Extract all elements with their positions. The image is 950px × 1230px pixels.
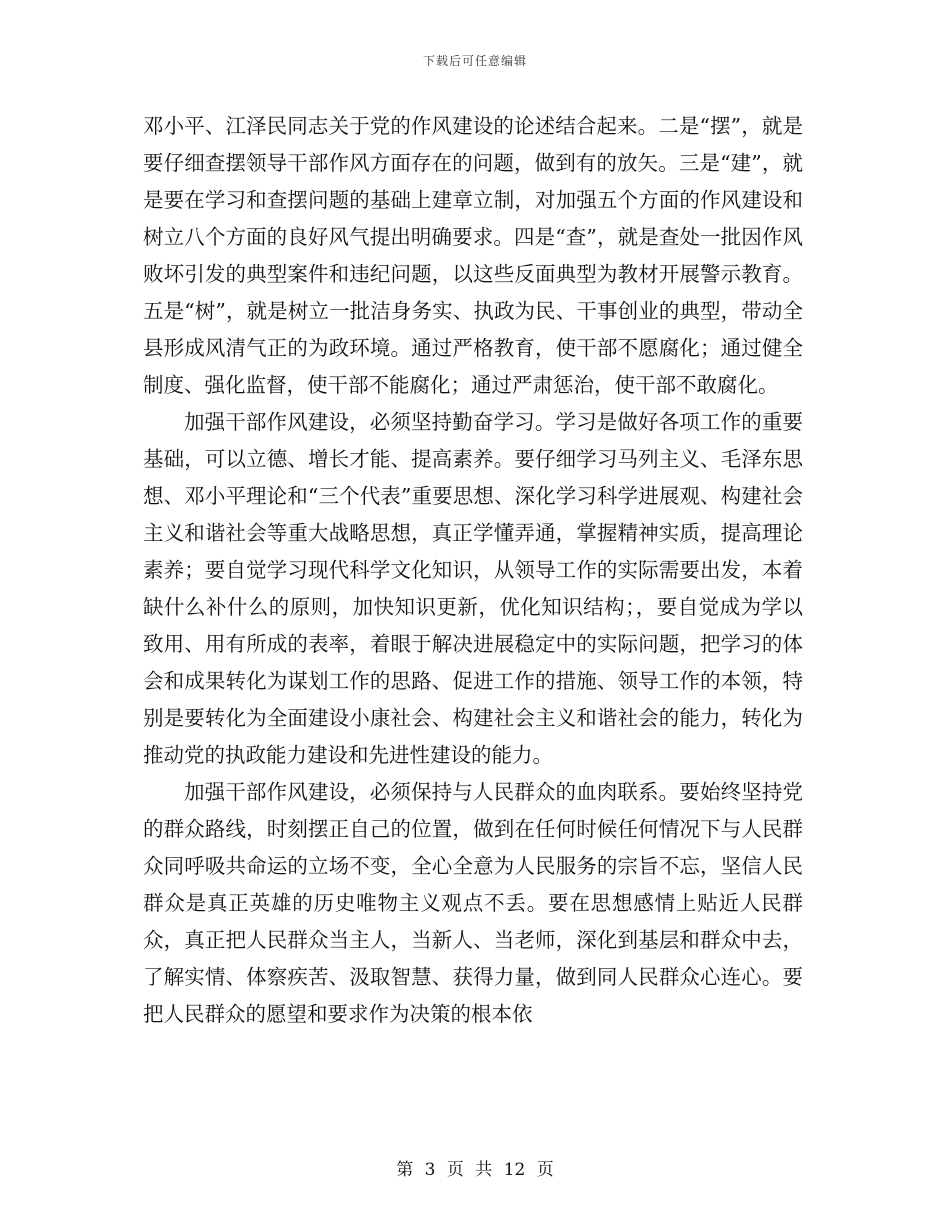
paragraph-study: 加强干部作风建设，必须坚持勤奋学习。学习是做好各项工作的重要基础，可以立德、增长才能、提高素养。要仔细学习马列主义、毛泽东思想、邓小平理论和“三个代表”重要思想、深化学习科学进展观、构建社会主义和谐社会等重大战略思想，真正学懂弄通，掌握精神实质，提高理论素养；要自觉学习现代科学文化知识，从领导工作的实际需要出发，本着缺什么补什么的原则，加快知识更新，优化知识结构；，要自觉成为学以致用、用有所成的表率，着眼于解决进展稳定中的实际问题，把学习的体会和成果转化为谋划工作的思路、促进工作的措施、领导工作的本领，特别是要转化为全面建设小康社会、构建社会主义和谐社会的能力，转化为推动党的执政能力建设和先进性建设的能力。 (143, 410, 803, 767)
document-body (143, 108, 803, 1033)
page-number: 第 3 页 共 12 页 (396, 1160, 554, 1180)
page-header: 下载后可任意编辑 (422, 54, 527, 68)
paragraph-continued: 邓小平、江泽民同志关于党的作风建设的论述结合起来。二是“摆”，就是要仔细查摆领导干部作风方面存在的问题，做到有的放矢。三是“建”，就是要在学习和查摆问题的基础上建章立制，对加强五个方面的作风建设和树立八个方面的良好风气提出明确要求。四是“查”，就是查处一批因作风败坏引发的典型案件和违纪问题，以这些反面典型为教材开展警示教育。五是“树”，就是树立一批洁身务实、执政为民、干事创业的典型，带动全县形成风清气正的为政环境。通过严格教育，使干部不愿腐化；通过健全制度、强化监督，使干部不能腐化；通过严肃惩治，使干部不敢腐化。 (143, 114, 803, 397)
paragraph-masses: 加强干部作风建设，必须保持与人民群众的血肉联系。要始终坚持党的群众路线，时刻摆正自己的位置，做到在任何时候任何情况下与人民群众同呼吸共命运的立场不变，全心全意为人民服务的宗旨不忘，坚信人民群众是真正英雄的历史唯物主义观点不丢。要在思想感情上贴近人民群众，真正把人民群众当主人，当新人、当老师，深化到基层和群众中去，了解实情、体察疾苦、汲取智慧、获得力量，做到同人民群众心连心。要把人民群众的愿望和要求作为决策的根本依 (143, 780, 803, 1026)
